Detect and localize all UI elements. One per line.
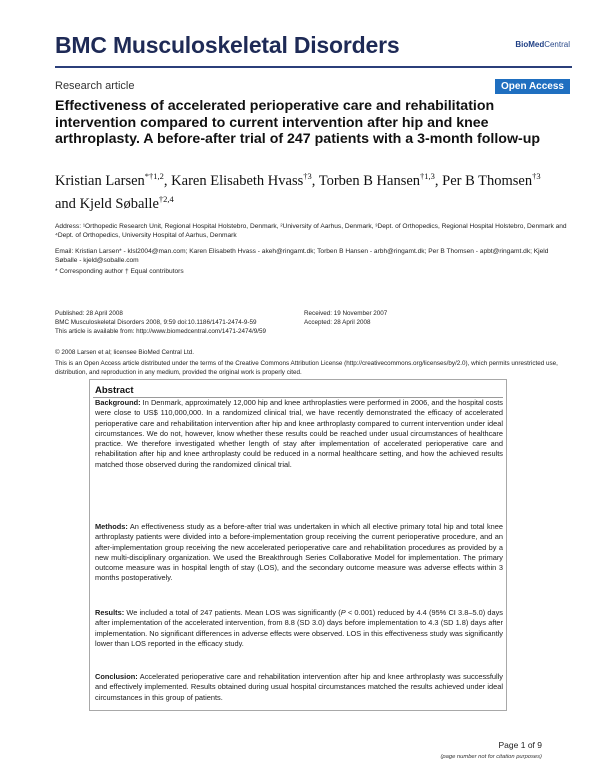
journal-title: BMC Musculoskeletal Disorders	[55, 32, 400, 58]
license-text: This is an Open Access article distributed under the terms of the Creative Commons Attribution License (http://creativecommons.org/licenses/by/2.0), which permits unrestricted use, distribution, and reproduction in any medium, provided the original work is properly cited.	[55, 360, 558, 376]
author-affiliation: †3	[532, 171, 541, 181]
published-date: Published: 28 April 2008	[55, 310, 123, 317]
article-title: Effectiveness of accelerated perioperative care and rehabilitation intervention compared to current intervention after hip and knee arthroplasty. A before-after trial of 247 patients with a 3-month follow-up	[55, 98, 541, 147]
author-name: Kjeld Søballe	[79, 195, 159, 212]
abstract-heading: Abstract	[95, 385, 134, 396]
abstract-background: Background: In Denmark, approximately 12,000 hip and knee arthroplasties were performed in 2006, and the hospital costs were close to US$ 110,000,000. In a randomized clinical trial, we have recently demonstrated the efficacy of accelerated perioperative care and rehabilitation intervention after hip and knee arthroplasty compared to current intervention under ideal circumstances. We do not, however, know whether these results could be reached under usual circumstances of healthcare practice. We therefore investigated whether length of stay after implementation of accelerated perioperative care and rehabilitation after hip and knee arthroplasty could be reduced in a normal healthcare setting, and how the achieved results matched those observed during the randomized clinical trial.	[95, 398, 503, 469]
copyright: © 2008 Larsen et al; licensee BioMed Central Ltd.	[55, 349, 195, 356]
abstract-results: Results: We included a total of 247 patients. Mean LOS was significantly (P < 0.001) reduced by 4.4 (95% CI 3.8–5.0) days after implementation of the accelerated intervention, from 8.8 (SD 3.0) days before implementation to 4.3 (SD 1.8) days after implementation. No significant differences in adverse effects were observed. LOS in this effectiveness study was significantly lower than LOS reported in the efficacy study.	[95, 608, 503, 648]
author-affiliation: *†1,2	[144, 171, 164, 181]
author-affiliation: †1,3	[420, 171, 435, 181]
author-name: Karen Elisabeth Hvass	[171, 172, 304, 189]
section-label: Methods:	[95, 522, 128, 531]
corresponding-note: * Corresponding author † Equal contributors	[55, 268, 184, 275]
author-affiliation: †2,4	[158, 193, 174, 204]
accepted-date: Accepted: 28 April 2008	[304, 319, 371, 327]
article-url[interactable]: This article is available from: http://www.biomedcentral.com/1471-2474/9/59	[55, 328, 267, 336]
affiliation-address: Address: ¹Orthopedic Research Unit, Regional Hospital Holstebro, Denmark, ²University of Aarhus, Denmark, ³Dept. of Orthopedics, Regional Hospital Holstebro, Denmark and ⁴Dept. of Orthopedics, University Hospital of Aarhus, Denmark	[55, 223, 567, 239]
author-name: Kristian Larsen	[55, 172, 145, 189]
section-label: Results:	[95, 608, 125, 617]
author-affiliation: †3	[303, 171, 312, 181]
abstract-conclusion: Conclusion: Accelerated perioperative care and rehabilitation intervention after hip and knee arthroplasty was successfully and effectively implemented. Results obtained during usual hospital circumstances matched the results achieved under ideal circumstances in this group of patients.	[95, 672, 503, 702]
open-access-badge: Open Access	[495, 79, 570, 94]
page-number: Page 1 of 9	[498, 740, 542, 750]
section-label: Background:	[95, 398, 141, 407]
article-type: Research article	[55, 80, 135, 92]
received-info	[304, 309, 387, 327]
author-name: Per B Thomsen	[442, 172, 533, 189]
page-number-note: (page number not for citation purposes)	[440, 754, 542, 760]
publication-info	[55, 309, 266, 337]
author-list: Kristian Larsen$^{*\dagger 1,2}$, Karen Elisabeth Hvass$^{\dagger 3}$, Torben B Hansen$^{\dagger 1,3}$, Per B Thomsen$^{\dagger 3}$ and Kjeld Søballe$^{\dagger 2,4}$	[55, 171, 541, 212]
author-name: Torben B Hansen	[318, 172, 421, 189]
header-divider	[55, 66, 572, 68]
publisher-name-part1: BioMed	[515, 40, 545, 49]
author-emails: Email: Kristian Larsen* - klsl2004@man.com; Karen Elisabeth Hvass - akeh@ringamt.dk; Torben B Hansen - arbh@ringamt.dk; Per B Thomsen - apbt@ringamt.dk; Kjeld Søballe - kjeld@soballe.com	[55, 248, 549, 264]
publisher-logo	[515, 40, 570, 49]
received-date: Received: 19 November 2007	[304, 310, 388, 317]
citation: BMC Musculoskeletal Disorders 2008, 9:59 doi:10.1186/1471-2474-9-59	[55, 319, 257, 327]
section-label: Conclusion:	[95, 672, 138, 681]
abstract-methods: Methods: An effectiveness study as a before-after trial was undertaken in which all elective primary total hip and total knee arthroplasty patients were divided into a before-implementation group receiving the current perioperative procedure, and an after-implementation group receiving the new accelerated perioperative care and rehabilitation procedures as provided by a new multi-disciplinary organization. We used the Breakthrough Series Collaborative Model for implementation. The primary outcome measure was in hospital length of stay (LOS), and the secondary outcome measure was adverse effects within 3 months postoperatively.	[95, 522, 503, 583]
publisher-name-part2: Central	[544, 40, 570, 49]
